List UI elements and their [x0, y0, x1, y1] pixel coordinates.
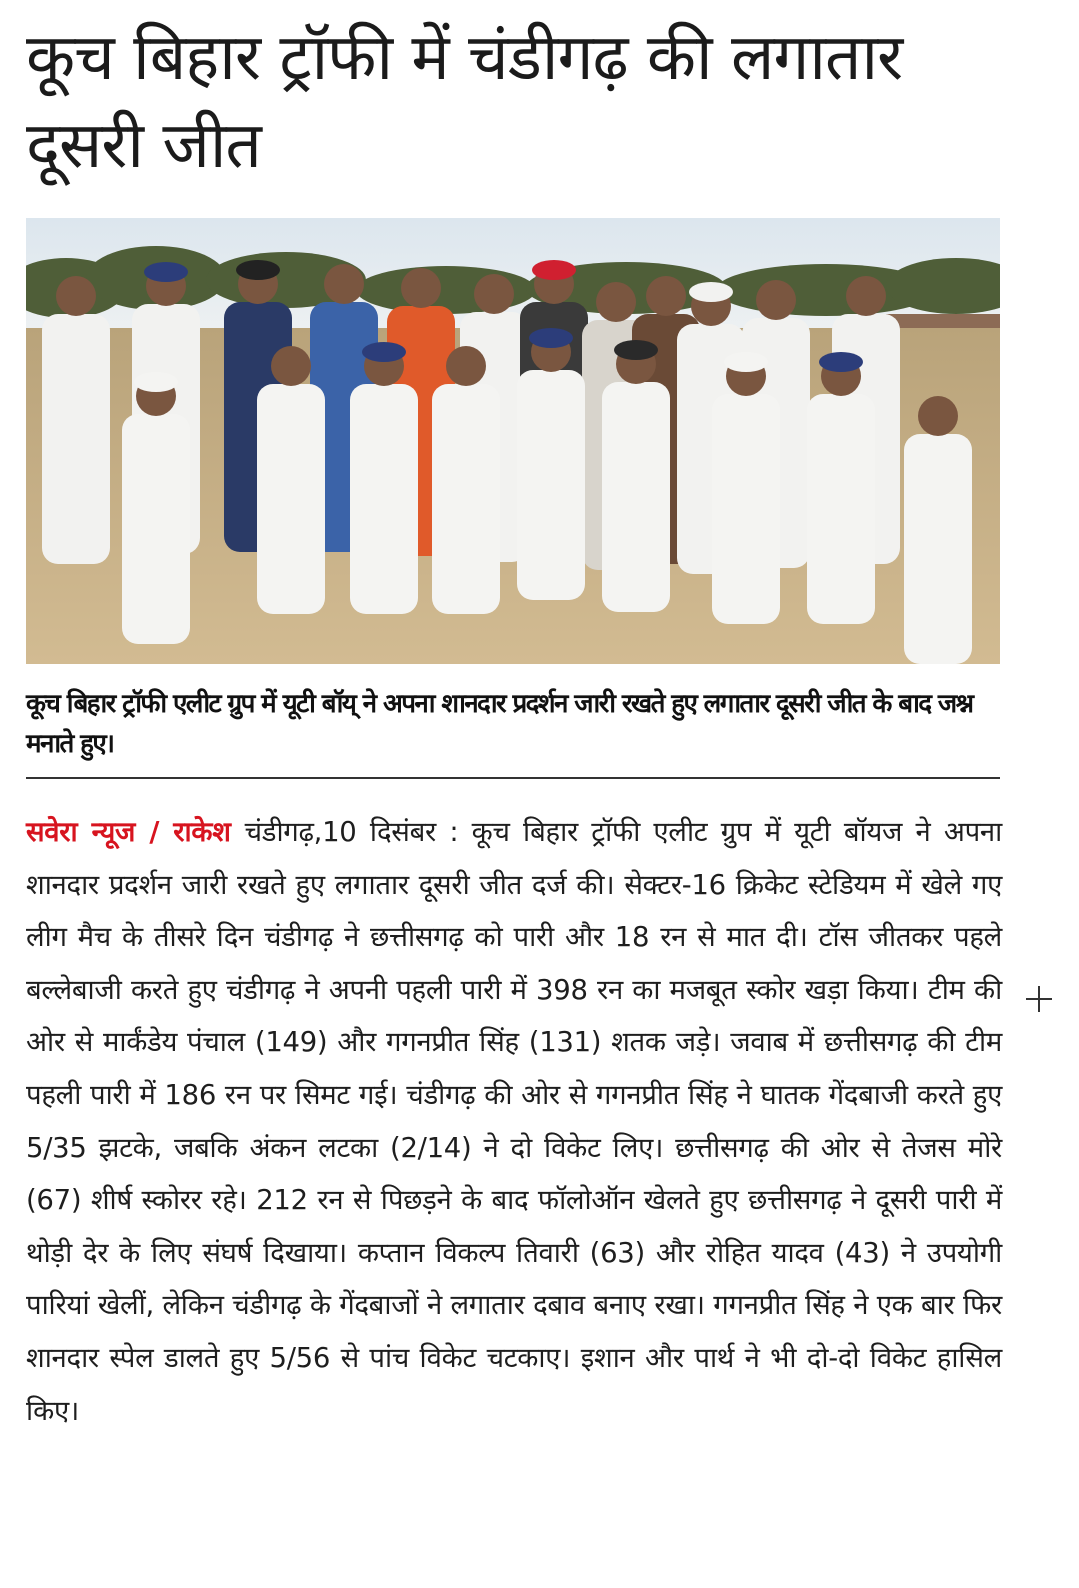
byline: सवेरा न्यूज / राकेश [26, 816, 231, 848]
player-figure [904, 396, 972, 664]
player-figure [42, 276, 110, 564]
article-text: चंडीगढ़,10 दिसंबर : कूच बिहार ट्रॉफी एलीट ग्रुप में यूटी बॉयज ने अपना शानदार प्रदर्शन जारी रखते हुए लगातार दूसरी जीत दर्ज की। सेक्टर-16 क्रिकेट स्टेडियम में खेले गए लीग मैच के तीसरे दिन चंडीगढ़ ने छत्तीसगढ़ को पारी और 18 रन से मात दी। टॉस जीतकर पहले बल्लेबाजी करते हुए चंडीगढ़ ने अपनी पहली पारी में 398 रन का मजबूत स्कोर खड़ा किया। टीम की ओर से मार्कंडेय पंचाल (149) और गगनप्रीत सिंह (131) शतक जड़े। जवाब में छत्तीसगढ़ की टीम पहली पारी में 186 रन पर सिमट गई। चंडीगढ़ की ओर से गगनप्रीत सिंह ने घातक गेंदबाजी करते हुए 5/35 झटके, जबकि अंकन लटका (2/14) ने दो विकेट लिए। छत्तीसगढ़ की ओर से तेजस मोरे (67) शीर्ष स्कोरर रहे। 212 रन से पिछड़ने के बाद फॉलोऑन खेलते हुए छत्तीसगढ़ ने दूसरी पारी में थोड़ी देर के लिए संघर्ष दिखाया। कप्तान विकल्प तिवारी (63) और रोहित यादव (43) ने उपयोगी पारियां खेलीं, लेकिन चंडीगढ़ के गेंदबाजों ने लगातार दबाव बनाए रखा। गगनप्रीत सिंह ने एक बार फिर शानदार स्पेल डालते हुए 5/56 से पांच विकेट चटकाए। इशान और पार्थ ने भी दो-दो विकेट हासिल किए। [26, 816, 1002, 1427]
headline: कूच बिहार ट्रॉफी में चंडीगढ़ की लगातार दूसरी जीत [26, 21, 903, 183]
photo-caption: कूच बिहार ट्रॉफी एलीट ग्रुप में यूटी बॉय् ने अपना शानदार प्रदर्शन जारी रखते हुए लगातार दूसरी जीत के बाद जश्न मनाते हुए। [26, 689, 973, 759]
article-body [26, 806, 1002, 1437]
divider [26, 777, 1000, 779]
player-figure [257, 346, 325, 614]
team-photo [26, 218, 1000, 664]
player-figure [432, 346, 500, 614]
plus-icon [1026, 986, 1052, 1012]
